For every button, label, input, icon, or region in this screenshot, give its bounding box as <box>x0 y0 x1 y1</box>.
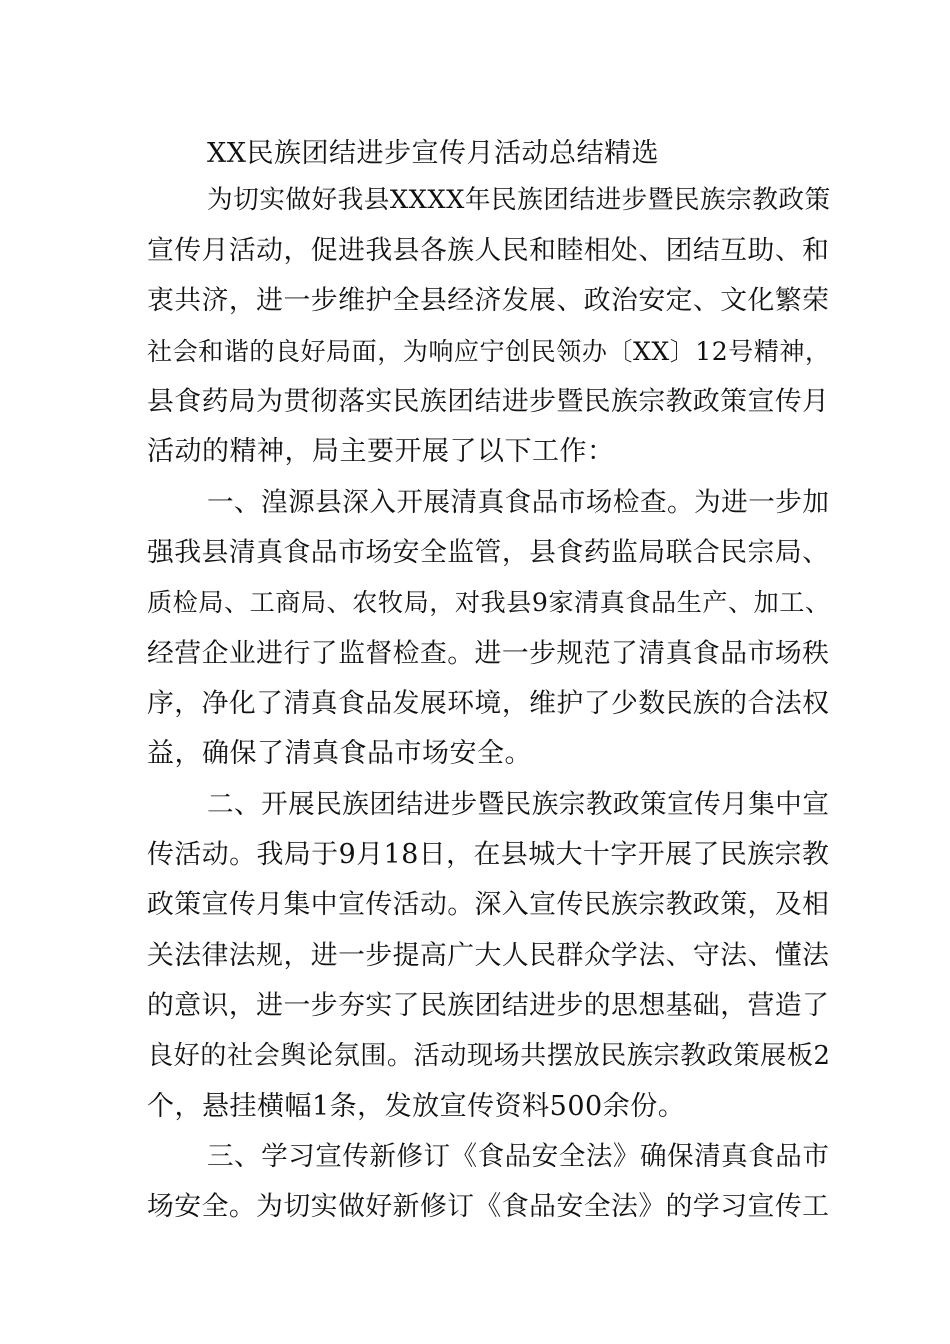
text-line: 强我县清真食品市场安全监管，县食药监局联合民宗局、 <box>147 537 830 568</box>
text-line: 为切实做好我县XXXX年民族团结进步暨民族宗教政策 <box>207 185 831 215</box>
text-line: 宣传月活动，促进我县各族人民和睦相处、团结互助、和 <box>147 235 830 266</box>
text-line: 质检局、工商局、农牧局，对我县9家清真食品生产、加工、 <box>147 588 831 617</box>
document-title: XX民族团结进步宣传月活动总结精选 <box>207 138 659 169</box>
text-line: 传活动。我局于9月18日，在县城大十字开展了民族宗教 <box>147 839 830 870</box>
text-line: 一、湟源县深入开展清真食品市场检查。为进一步加 <box>207 487 830 518</box>
text-line: 良好的社会舆论氛围。活动现场共摆放民族宗教政策展板2 <box>147 1041 831 1071</box>
text-line: 社会和谐的良好局面，为响应宁创民领办〔XX〕12号精神， <box>147 337 831 366</box>
text-line: 的意识，进一步夯实了民族团结进步的思想基础，营造了 <box>147 990 830 1021</box>
text-line: 二、开展民族团结进步暨民族宗教政策宣传月集中宣 <box>207 789 830 820</box>
text-line: 关法律法规，进一步提高广大人民群众学法、守法、懂法 <box>147 940 830 971</box>
text-line: 个，悬挂横幅1条，发放宣传资料500余份。 <box>147 1091 686 1122</box>
text-line: 政策宣传月集中宣传活动。深入宣传民族宗教政策，及相 <box>147 889 830 920</box>
text-line: 序，净化了清真食品发展环境，维护了少数民族的合法权 <box>147 688 830 719</box>
text-line: 县食药局为贯彻落实民族团结进步暨民族宗教政策宣传月 <box>147 386 830 417</box>
text-line: 益，确保了清真食品市场安全。 <box>147 738 532 769</box>
text-line: 场安全。为切实做好新修订《食品安全法》的学习宣传工 <box>147 1191 830 1222</box>
text-line: 经营企业进行了监督检查。进一步规范了清真食品市场秩 <box>147 638 830 669</box>
text-line: 活动的精神，局主要开展了以下工作： <box>147 436 615 467</box>
text-line: 衷共济，进一步维护全县经济发展、政治安定、文化繁荣 <box>147 285 830 316</box>
text-line: 三、学习宣传新修订《食品安全法》确保清真食品市 <box>207 1141 830 1172</box>
